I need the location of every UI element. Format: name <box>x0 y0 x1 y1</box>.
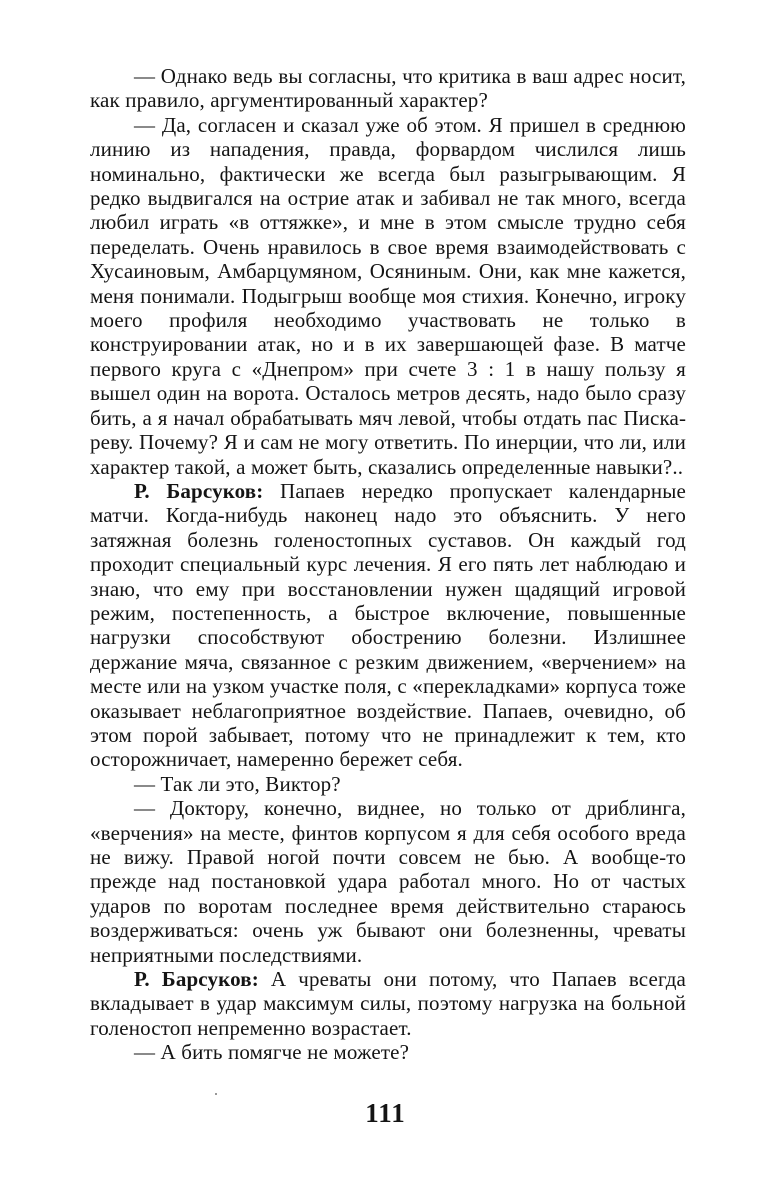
paragraph-text: — Так ли это, Виктор? <box>134 771 341 796</box>
paragraph-answer-midfield <box>90 113 686 479</box>
paragraph-text: — Да, согласен и сказал уже об этом. Я пришел в среднюю линию из нападения, правда, форвардом числился лишь номинально, фактически же всегда был разыгрывающим. Я редко выдвигался на острие атак и забивал не так много, всегда любил играть «в оттяжке», и мне в этом смысле трудно себя переделать. Очень нравилось в свое время взаимодействовать с Хусаиновым, Амбарцумяном, Осяниным. Они, как мне кажется, меня понимали. Подыгрыш вообще моя стихия. Конечно, игроку моего профиля необходимо участвовать не только в конструировании атак, но и в их завершающей фазе. В матче первого круга с «Днепром» при счете 3 : 1 в нашу пользу я вышел один на ворота. Осталось метров десять, надо было сразу бить, а я начал обрабатывать мяч левой, чтобы отдать пас Пискареву. Почему? Я и сам не могу ответить. По инерции, что ли, или характер такой, а может быть, сказались определенные навыки?.. <box>90 112 686 479</box>
print-speck <box>215 1093 217 1095</box>
paragraph-question-criticism <box>90 64 686 113</box>
paragraph-barsukov-force <box>90 967 686 1040</box>
paragraph-barsukov-illness <box>90 479 686 772</box>
page-number: 111 <box>365 1098 406 1128</box>
speaker-name: Р. Барсуков: <box>134 478 264 503</box>
paragraph-answer-dribbling <box>90 796 686 967</box>
paragraph-question-softer <box>90 1040 686 1064</box>
speaker-name: Р. Барсуков: <box>134 967 259 992</box>
paragraph-text: Папаев нередко пропускает календарные матчи. Когда-нибудь наконец надо это объяснить. У него затяжная болезнь голеностопных суставов. Он каждый год проходит специальный курс лечения. Я его пять лет наблюдаю и знаю, что ему при восстановлении нужен щадящий игровой режим, постепенность, а быстрое включение, повышенные нагрузки способствуют обострению болезни. Излишнее держание мяча, связанное с резким движением, «верчением» на месте или на узком участке поля, с «перекладками» корпуса тоже оказывает неблагоприятное воздействие. Папаев, очевидно, об этом порой забывает, потому что не принадлежит к тем, кто осторожничает, намеренно бережет себя. <box>90 478 686 772</box>
paragraph-text: А чреваты они потому, что Папаев всегда вкладывает в удар максимум силы, поэтому нагрузка на больной голеностоп непременно возрастает. <box>90 967 686 1040</box>
paragraph-question-viktor <box>90 772 686 796</box>
paragraph-text: — Однако ведь вы согласны, что критика в ваш адрес носит, как правило, аргументированный характер? <box>90 64 686 113</box>
page-body <box>90 64 686 1065</box>
paragraph-text: — Доктору, конечно, виднее, но только от дриблинга, «верчения» на месте, финтов корпусом я для себя особого вреда не вижу. Правой ногой почти совсем не бью. А вообще-то прежде над постановкой удара работал много. Но от частых ударов по воротам последнее время действительно стараюсь воздерживаться: очень уж бывают они болезненны, чреваты неприятными последствиями. <box>90 796 686 967</box>
paragraph-text: — А бить помягче не можете? <box>134 1040 410 1065</box>
